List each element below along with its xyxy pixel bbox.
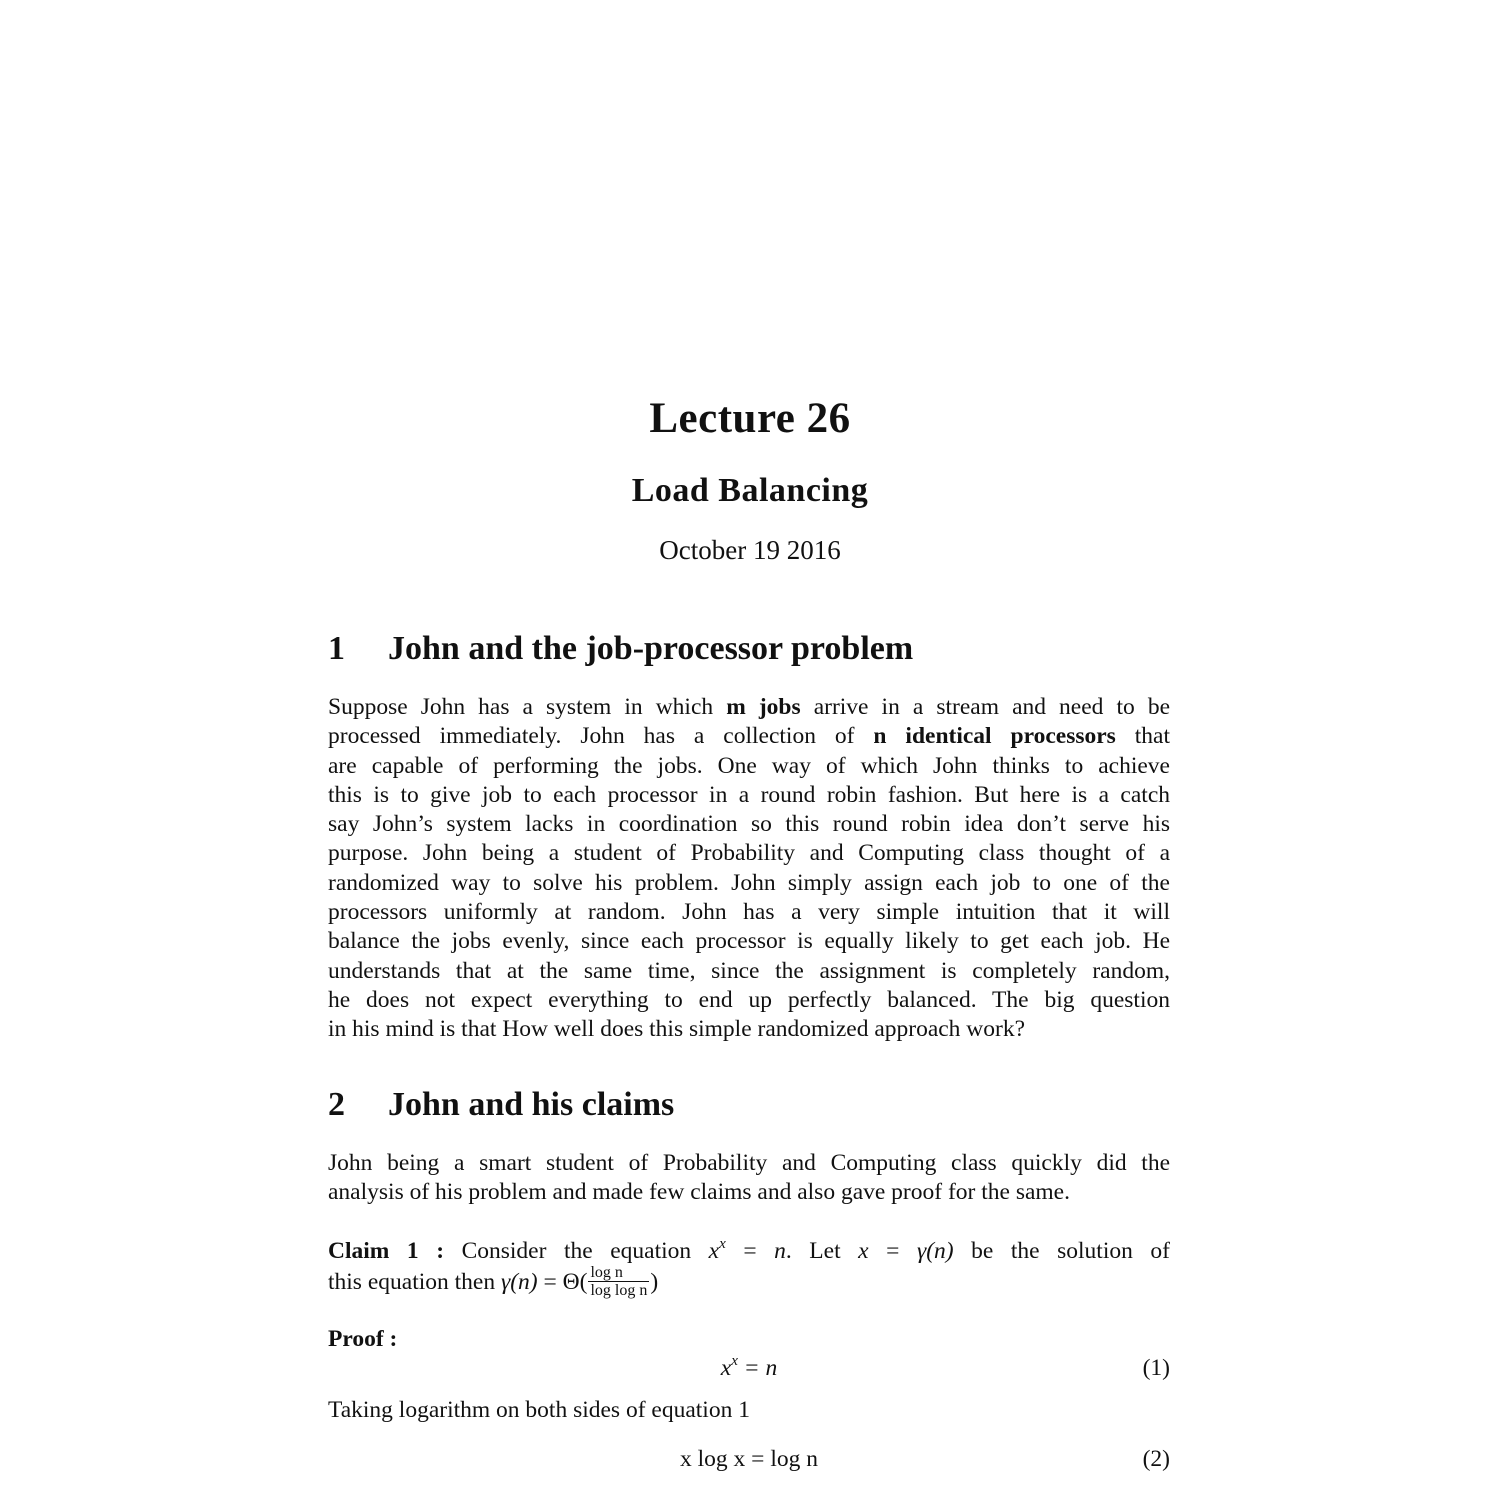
paragraph-line: processors uniformly at random. John has a very simple intuition that it will	[328, 899, 1170, 926]
section-number: 1	[328, 630, 345, 667]
paragraph-line: processed immediately. John has a collection of n identical processors that	[328, 723, 1170, 750]
claim-1	[328, 1237, 1170, 1301]
proof-text: Taking logarithm on both sides of equation 1	[328, 1397, 750, 1423]
fraction: $\frac{\text{log n}}{\text{log log n}}$	[590, 1264, 648, 1300]
equation-expression: x log x = log n	[680, 1446, 818, 1472]
paragraph-line: say John’s system lacks in coordination so this round robin idea don’t serve his	[328, 811, 1170, 838]
section-1-heading	[328, 630, 913, 668]
equation-expression: $x^x = n$	[720, 1353, 778, 1381]
equation-1	[328, 1355, 1170, 1385]
bold-term-n-processors: n identical processors	[873, 723, 1116, 750]
proof-label: Proof :	[328, 1326, 398, 1352]
section-title: John and the job-processor problem	[388, 630, 914, 667]
claim-label: Claim 1 :	[328, 1238, 445, 1264]
paragraph-line: are capable of performing the jobs. One way of which John thinks to achieve	[328, 752, 1170, 779]
equation-2	[328, 1446, 1170, 1476]
equation-number: (2)	[1142, 1446, 1170, 1472]
section-2-paragraph	[328, 1149, 1170, 1208]
paragraph-line: understands that at the same time, since the assignment is completely random,	[328, 957, 1170, 984]
paragraph-line: analysis of his problem and made few claims and also gave proof for the same.	[328, 1179, 1070, 1206]
paragraph-line: John being a smart student of Probability and Computing class quickly did the	[328, 1150, 1170, 1176]
section-number: 2	[328, 1086, 345, 1123]
paragraph-line: this is to give job to each processor in a round robin fashion. But here is a catch	[328, 781, 1170, 808]
paragraph-line: in his mind is that How well does this simple randomized approach work?	[328, 1016, 1026, 1043]
document-date: October 19 2016	[659, 535, 841, 565]
section-2-heading	[328, 1086, 674, 1124]
section-title: John and his claims	[388, 1086, 675, 1123]
equation-number: (1)	[1142, 1355, 1170, 1381]
claim-line-1: Claim 1 : Consider the equation $x^x = n$. Let x = γ(n) be the solution of	[328, 1236, 1170, 1264]
paragraph-line: purpose. John being a student of Probability and Computing class thought of a	[328, 840, 1170, 867]
paragraph-line: Suppose John has a system in which m jobs arrive in a stream and need to be	[328, 694, 1170, 720]
claim-line-2: this equation then γ(n) = Θ( $\frac{\text{log n}}{\text{log log n}}$ )	[328, 1264, 659, 1300]
bold-term-m-jobs: m jobs	[726, 694, 801, 720]
paragraph-line: balance the jobs evenly, since each processor is equally likely to get each job. He	[328, 928, 1170, 955]
document-title: Lecture 26	[649, 395, 851, 442]
section-1-paragraph	[328, 693, 1170, 1045]
paragraph-line: he does not expect everything to end up perfectly balanced. The big question	[328, 986, 1170, 1013]
document-subtitle: Load Balancing	[631, 472, 869, 509]
paragraph-line: randomized way to solve his problem. John simply assign each job to one of the	[328, 869, 1170, 896]
